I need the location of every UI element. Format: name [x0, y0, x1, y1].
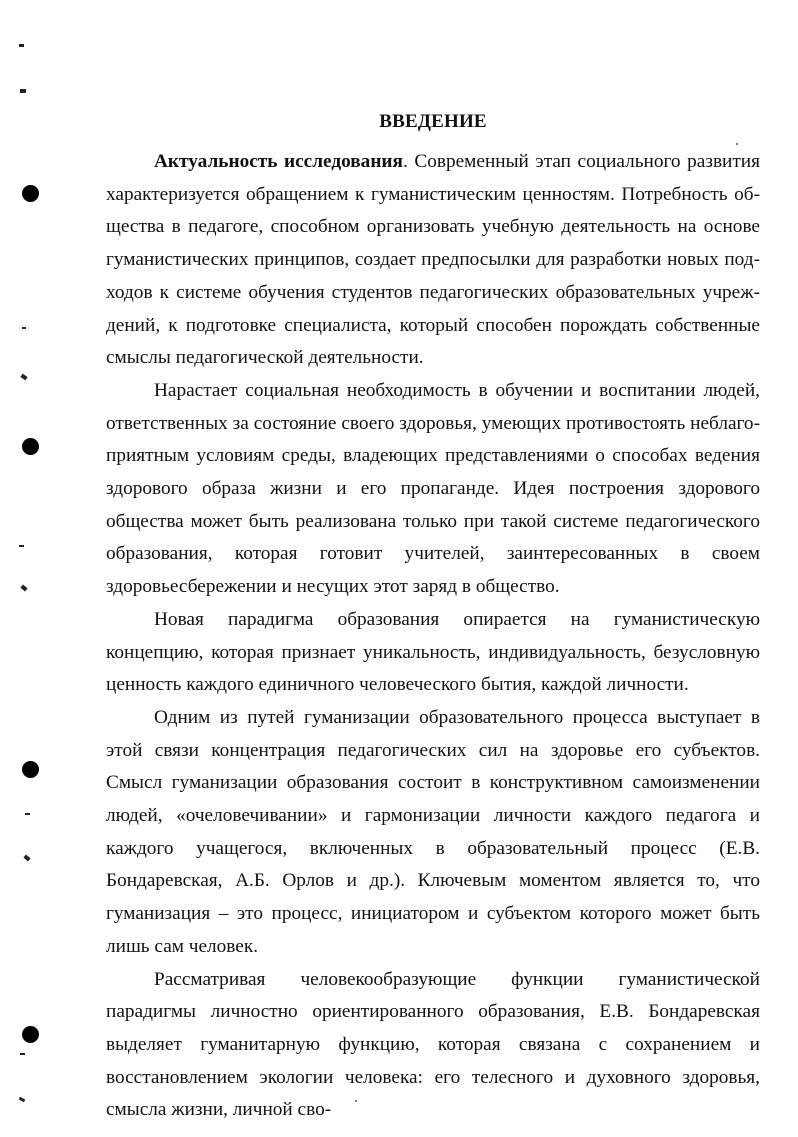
scan-mark [22, 327, 26, 329]
punch-hole [22, 185, 39, 202]
scan-mark [19, 545, 24, 547]
scan-mark [20, 374, 27, 381]
scan-mark [23, 855, 30, 862]
punch-hole [22, 761, 39, 778]
paragraph-text: Одним из путей гуманизации образовательного процесса выступает в этой связи концентрация педагогических сил на здоровье его субъектов. Смысл гуманизации образования состоит в конструктивном самоизменении людей, «очеловечивании» и гармонизации личности каждого педагога и каждого учащегося, включенных в образовательный процесс (Е.В. Бондаревская, А.Б. Орлов и др.). Ключевым моментом является то, что гуманизация – это процесс, инициатором и субъектом которого может быть лишь сам человек. [106, 706, 760, 957]
punch-hole [22, 1026, 39, 1043]
paragraph [106, 702, 760, 964]
scan-speck [736, 143, 738, 145]
paragraph [106, 146, 760, 375]
body-text [106, 146, 760, 1127]
scan-mark [19, 1097, 26, 1103]
scan-mark [20, 585, 27, 592]
paragraph-text: Новая парадигма образования опирается на гуманистическую концепцию, которая признает уникальность, индивидуальность, безусловную ценность каждого единичного человеческого бытия, каждой личности. [106, 608, 760, 696]
punch-hole [22, 438, 39, 455]
paragraph-text: Рассматривая человекообразующие функции гуманистической парадигмы личностно ориентированного образования, Е.В. Бондаревская выделяет гуманитарную функцию, которая связана с сохранением и восстановлением экологии человека: его телесного и духовного здоровья, смысла жизни, личной сво- [106, 968, 760, 1121]
scan-mark [25, 813, 30, 815]
section-title: ВВЕДЕНИЕ [379, 111, 487, 132]
scan-mark [19, 44, 24, 47]
paragraph [106, 375, 760, 604]
scan-mark [20, 89, 26, 93]
paragraph-lead: Актуальность исследования [154, 151, 403, 172]
scan-mark [20, 1053, 25, 1055]
paragraph [106, 604, 760, 702]
paragraph-text: . Современный этап социального развития характеризуется обращением к гуманистическим ценностям. Потребность общества в педагоге, способном организовать учебную деятельность на основе гуманистических принципов, создает предпосылки для разработки новых подходов к системе обучения студентов педагогических образовательных учреждений, к подготовке специалиста, который способен порождать собственные смыслы педагогической деятельности. [106, 151, 760, 369]
paragraph [106, 964, 760, 1128]
paragraph-text: Нарастает социальная необходимость в обучении и воспитании людей, ответственных за состояние своего здоровья, умеющих противостоять неблагоприятным условиям среды, владеющих представлениями о способах ведения здорового образа жизни и его пропаганде. Идея построения здорового общества может быть реализована только при такой системе педагогического образования, которая готовит учителей, заинтересованных в своем здоровьесбережении и несущих этот заряд в общество. [106, 379, 760, 598]
